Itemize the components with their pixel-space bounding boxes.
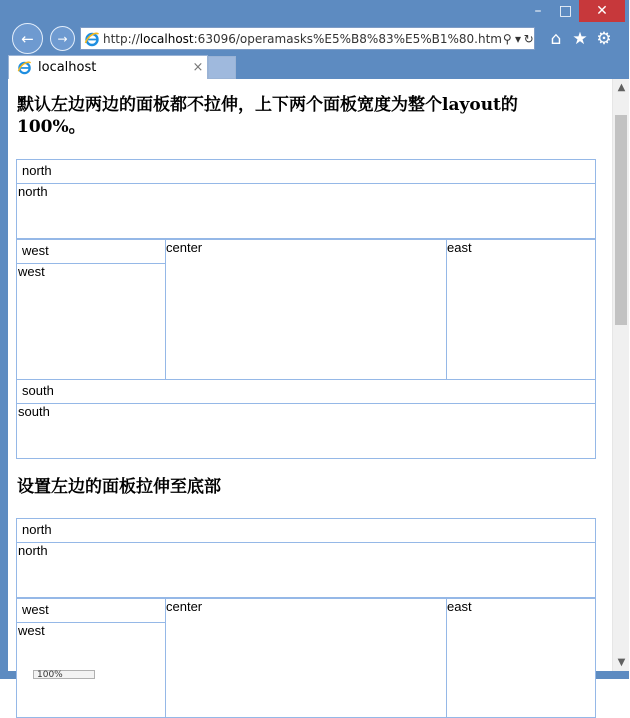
scroll-down-arrow-icon[interactable]: ▼ (617, 657, 626, 668)
back-button[interactable] (12, 23, 43, 54)
section-heading-2: 设置左边的面板拉伸至底部 (17, 477, 221, 497)
favorites-star-icon[interactable]: ★ (572, 29, 588, 49)
east-region: east (446, 239, 596, 380)
forward-arrow-icon: → (57, 31, 68, 46)
west-panel-2-body: west (18, 623, 45, 638)
layout-demo-1 (16, 159, 596, 459)
ie-tab-icon (15, 59, 33, 77)
north-panel-body: north (18, 184, 48, 199)
layout-demo-2 (16, 518, 596, 678)
ie-page-icon (84, 29, 100, 49)
chevron-down-icon[interactable]: ▾ (514, 31, 521, 46)
tab-close-icon[interactable]: × (192, 60, 204, 75)
north-panel-2-body: north (18, 543, 48, 558)
close-window-button[interactable]: ✕ (579, 0, 625, 22)
center-region: center (165, 239, 447, 380)
gear-icon[interactable]: ⚙ (596, 29, 612, 49)
west-panel-2-header: west (17, 599, 165, 623)
minimize-button[interactable]: – (534, 3, 542, 19)
search-icon[interactable]: ⚲ (502, 31, 512, 46)
south-panel (16, 379, 596, 459)
east-region-2: east (446, 598, 596, 718)
home-icon[interactable]: ⌂ (550, 29, 562, 49)
zoom-level[interactable]: 100% (33, 670, 95, 679)
url-path: :63096/operamasks%E5%B8%83%E5%B1%80.htm (193, 31, 502, 46)
tab-title: localhost (38, 60, 97, 75)
page-content (8, 79, 612, 671)
scrollbar-thumb[interactable] (615, 115, 627, 325)
north-panel-2 (16, 518, 596, 598)
page-viewport (8, 79, 626, 671)
center-region-2: center (165, 598, 447, 718)
tab-localhost[interactable] (8, 55, 208, 79)
west-panel-header: west (17, 240, 165, 264)
south-panel-header: south (17, 380, 595, 404)
west-panel (16, 239, 166, 380)
west-panel-2 (16, 598, 166, 718)
north-panel (16, 159, 596, 239)
forward-button[interactable] (50, 26, 75, 51)
north-panel-2-header: north (17, 519, 595, 543)
refresh-icon[interactable]: ↻ (523, 31, 534, 46)
tab-strip (0, 55, 629, 79)
url-host: localhost (139, 31, 194, 46)
scroll-up-arrow-icon[interactable]: ▲ (617, 82, 626, 93)
url-text[interactable] (100, 32, 502, 46)
vertical-scrollbar[interactable] (612, 79, 629, 671)
address-bar[interactable] (80, 27, 535, 50)
west-panel-body: west (18, 264, 45, 279)
url-prefix: http:// (103, 31, 140, 46)
maximize-button[interactable]: □ (558, 3, 573, 19)
north-panel-header: north (17, 160, 595, 184)
back-arrow-icon: ← (21, 29, 34, 48)
south-panel-body: south (18, 404, 50, 419)
section-heading-1: 默认左边两边的面板都不拉伸，上下两个面板宽度为整个layout的100%。 (17, 95, 518, 137)
new-tab-button[interactable] (208, 56, 236, 79)
